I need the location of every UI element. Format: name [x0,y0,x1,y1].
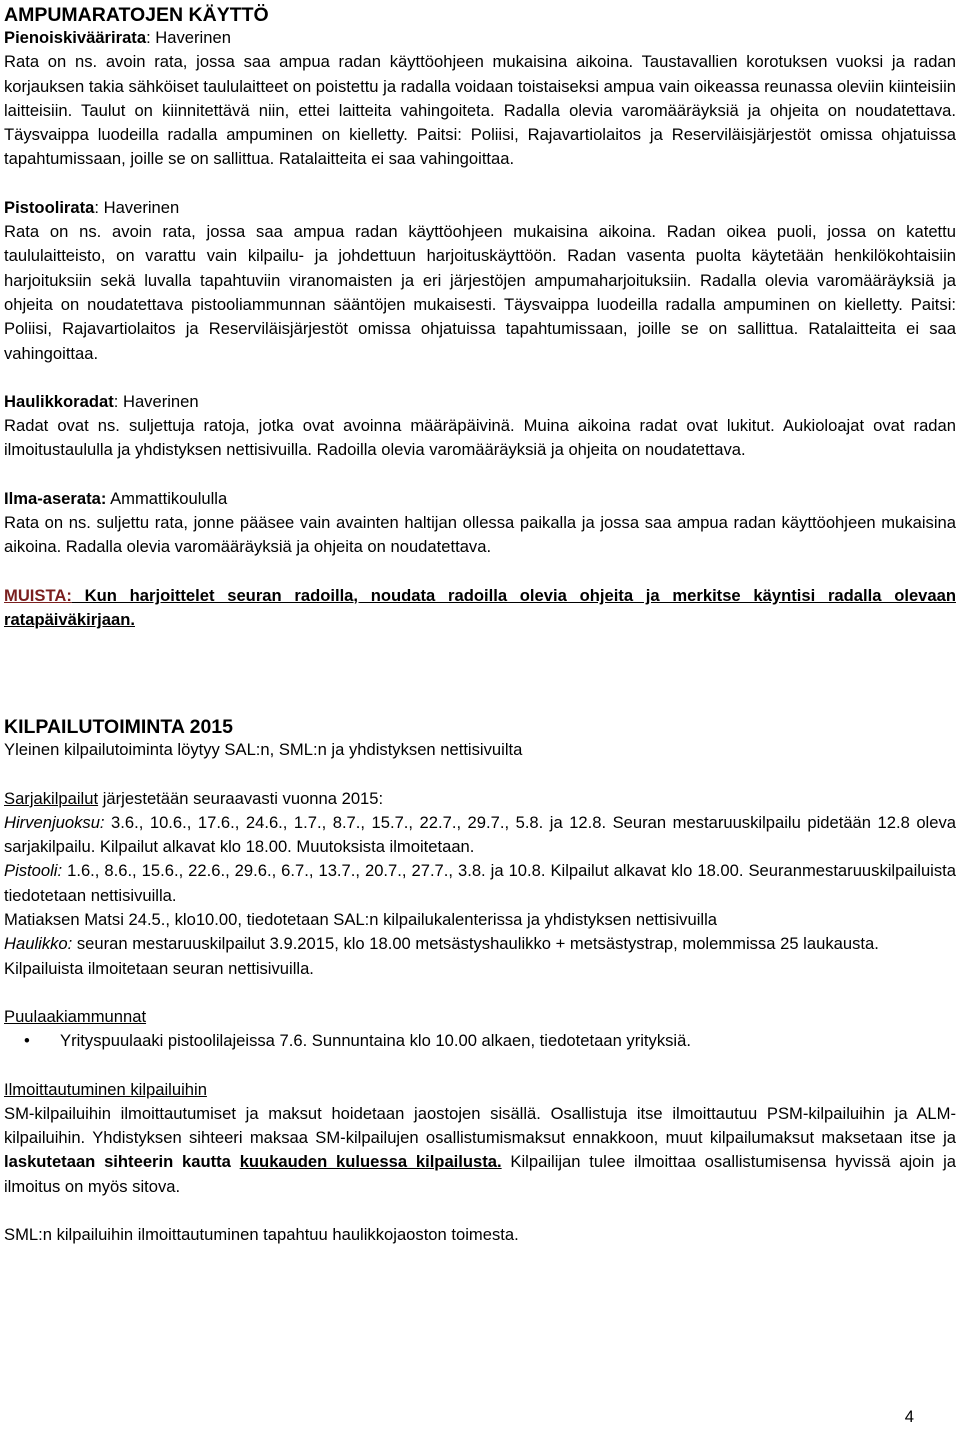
matiaksen-matsi-line: Matiaksen Matsi 24.5., klo10.00, tiedotetaan SAL:n kilpailukalenterissa ja yhdistyksen nettisivuilla [4,910,717,930]
hirvenjuoksu-label: Hirvenjuoksu: [4,812,105,832]
sarjakilpailut-heading [4,787,956,811]
bullet-icon: • [24,1031,30,1051]
haulikko-label: Haulikkoradat [4,391,114,411]
pistooli-location: : Haverinen [94,197,180,217]
pienoiskivaari-paragraph: Rata on ns. avoin rata, jossa saa ampua radan käyttöohjeen mukaisina aikoina. Taustavallien korotuksen vuoksi ja radan korjauksen takia sähköiset taululaitteet on poistettu ja radalla voidaan toistaiseksi ampua vain oikeassa reunassa oleviin kiinteisiin laitteisiin. Taulut on kiinnitettävä niin, ettei laitteita vahingoiteta. Radalla olevia varomääräyksiä ja ohjeita on noudatettava. Täysvaippa luodeilla radalla ampuminen on kielletty. Paitsi: Poliisi, Rajavartiolaitos ja Reserviläisjärjestöt omissa ohjatuissa tapahtumissaan, joille se on sallittua. Ratalaitteita ei saa vahingoittaa. [4,52,956,169]
ilma-label: Ilma-aserata: [4,488,107,508]
haulikko-paragraph: Radat ovat ns. suljettuja ratoja, jotka ovat avoinna määräpäivinä. Muina aikoina radat ovat lukitut. Aukioloajat ovat radan ilmoitustaululla ja yhdistyksen nettisivuilla. Radoilla olevia varomääräyksiä ja ohjeita on noudatettava. [4,416,956,460]
sarjakilpailut-label: Sarjakilpailut [4,788,99,808]
pistooli-kilpailut-paragraph [4,859,956,908]
ilma-heading [4,487,956,511]
section-title-kilpailutoiminta: KILPAILUTOIMINTA 2015 [4,716,233,739]
hirvenjuoksu-text: 3.6., 10.6., 17.6., 24.6., 1.7., 8.7., 15.7., 22.7., 29.7., 5.8. ja 12.8. Seuran mestaruuskilpailu pidetään 12.8 oleva sarjakilpailu. Kilpailut alkavat klo 18.00. Muutoksista ilmoitetaan. [4,812,956,857]
muista-text: Kun harjoittelet seuran radoilla, noudata radoilla olevia ohjeita ja merkitse käyntisi radalla olevaan ratapäiväkirjaan. [4,585,956,629]
kilpailu-intro: Yleinen kilpailutoiminta löytyy SAL:n, SML:n ja yhdistyksen nettisivuilta [4,740,523,760]
pienoiskivaari-label: Pienoiskiväärirata [4,28,147,47]
ilmoittautuminen-text-1: SM-kilpailuihin ilmoittautumiset ja maksut hoidetaan jaostojen sisällä. Osallistuja itse ilmoittautuu PSM-kilpailuihin ja ALM-kilpailuihin. Yhdistyksen sihteeri maksaa SM-kilpailujen osallistumismaksut ennakkoon, muut kilpailumaksut maksetaan itse ja [4,1103,956,1148]
list-item [24,1029,956,1053]
hirvenjuoksu-paragraph [4,811,956,860]
pistooli-label: Pistoolirata [4,197,95,217]
pienoiskivaari-heading [4,26,956,50]
muista-label: MUISTA: [4,585,72,605]
puulaaki-list [4,1029,956,1053]
pistooli-paragraph: Rata on ns. avoin rata, jossa saa ampua radan käyttöohjeen mukaisina aikoina. Radan oikea puoli, jossa on katettu taululaitteisto, on varattu vain kilpailu- ja johdettuun harjoituskäyttöön. Radan vasenta puolta käytetään henkilökohtaisiin harjoituksiin sekä luvalla tapahtuviin viranomaisten ja eri järjestöjen ampumaharjoituksiin. Radalla olevia varomääräyksiä ja ohjeita on noudatettava pistooliammunnan sääntöjen mukaisesti. Täysvaippa luodeilla radalla ampuminen on kielletty. Paitsi: Poliisi, Rajavartiolaitos ja Reserviläisjärjestöt omissa ohjatuissa tapahtumissaan, joille se on sallittua. Ratalaitteita ei saa vahingoittaa. [4,222,956,363]
puulaaki-item-text: Yrityspuulaaki pistoolilajeissa 7.6. Sunnuntaina klo 10.00 alkaen, tiedotetaan yrityksiä. [60,1031,691,1051]
puulaaki-heading: Puulaakiammunnat [4,1006,147,1026]
ilmoittautuminen-heading: Ilmoittautuminen kilpailuihin [4,1079,207,1099]
ilmoittautuminen-paragraph [4,1102,956,1199]
sarjakilpailut-rest: järjestetään seuraavasti vuonna 2015: [98,788,384,808]
muista-notice [4,584,956,633]
ilmoittautuminen-bold-underline: kuukauden kuluessa kilpailusta. [239,1152,502,1172]
haulikko-kilpailut-paragraph [4,932,956,956]
kilpailuista-line: Kilpailuista ilmoitetaan seuran nettisivuilla. [4,958,314,978]
haulikko-location: : Haverinen [113,391,199,411]
sml-line: SML:n kilpailuihin ilmoittautuminen tapahtuu haulikkojaoston toimesta. [4,1224,519,1244]
page-number: 4 [904,1407,914,1426]
ilma-paragraph: Rata on ns. suljettu rata, jonne pääsee vain avainten haltijan ollessa paikalla ja jossa saa ampua radan käyttöohjeen mukaisina aikoina. Radalla olevia varomääräyksiä ja ohjeita on noudatettava. [4,513,956,557]
ilma-location: Ammattikoululla [106,488,228,508]
ilmoittautuminen-bold: laskutetaan sihteerin kautta [4,1152,240,1172]
document-page [4,4,956,1247]
pistooli-heading [4,196,956,220]
pistooli-kilpailut-label: Pistooli: [4,861,63,881]
pistooli-kilpailut-text: 1.6., 8.6., 15.6., 22.6., 29.6., 6.7., 13.7., 20.7., 27.7., 3.8. ja 10.8. Kilpailut alkavat klo 18.00. Seuranmestaruuskilpailuista tiedotetaan nettisivuilla. [4,861,956,905]
haulikko-kilpailut-label: Haulikko: [4,934,73,954]
haulikko-kilpailut-text: seuran mestaruuskilpailut 3.9.2015, klo 18.00 metsästyshaulikko + metsästystrap, molemmissa 25 laukausta. [72,934,879,954]
pienoiskivaari-location: : Haverinen [146,28,231,47]
haulikko-heading [4,390,956,414]
ilmoittautuminen-text-2: Kilpailijan tulee ilmoittaa osallistumisensa hyvissä ajoin ja ilmoitus on myös sitova. [4,1152,956,1196]
section-title-ampumaradat: AMPUMARATOJEN KÄYTTÖ [4,4,269,26]
